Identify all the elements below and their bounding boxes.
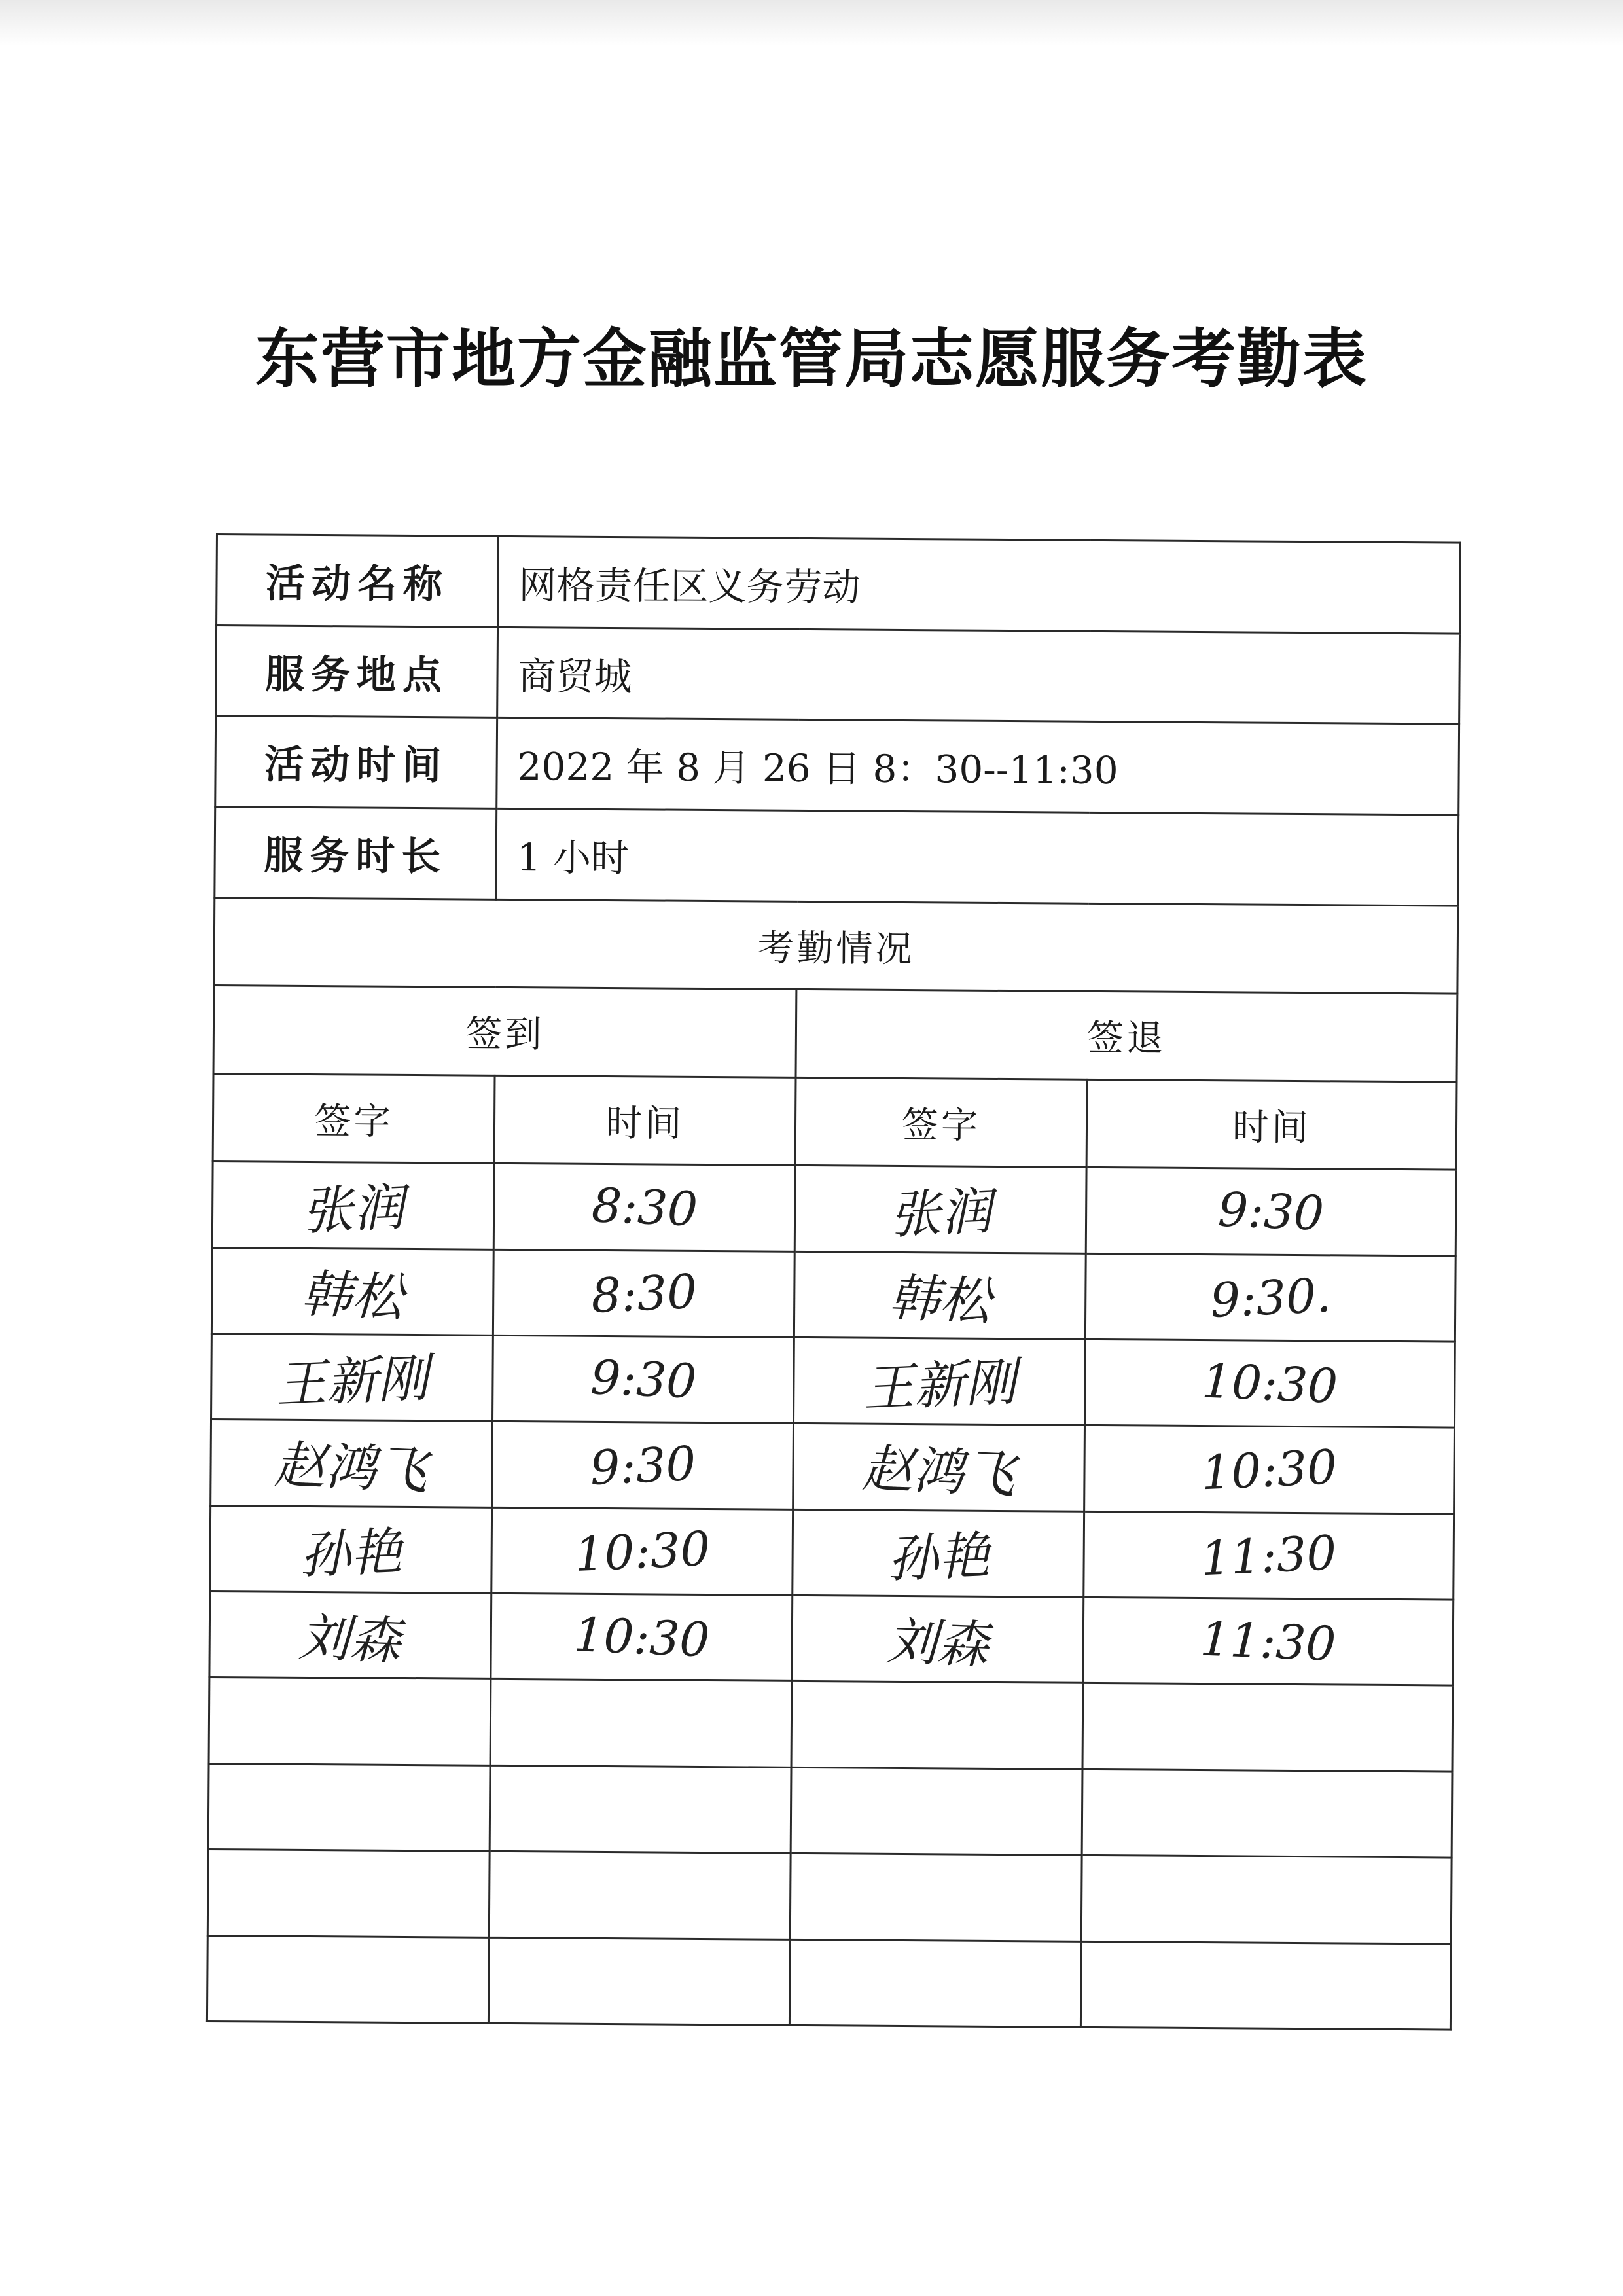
- out-time: 11:30: [1199, 1611, 1338, 1672]
- table-row-empty: [207, 1935, 1451, 2030]
- sign-in-header: 签到: [213, 986, 796, 1077]
- empty-cell: [209, 1677, 491, 1765]
- table-row-empty: [207, 1850, 1452, 1944]
- sign-header-row: [213, 986, 1457, 1082]
- out-time-header: 时间: [1086, 1079, 1457, 1170]
- empty-cell: [1082, 1683, 1453, 1772]
- empty-cell: [789, 1939, 1081, 2027]
- info-row-duration: [215, 807, 1459, 906]
- empty-cell: [489, 1852, 791, 1939]
- table-row: [210, 1505, 1454, 1600]
- out-time: 10:30: [1201, 1353, 1339, 1414]
- out-time: 9:30: [1217, 1181, 1325, 1242]
- out-time: 11:30: [1200, 1524, 1338, 1587]
- in-time: 9:30: [589, 1350, 698, 1409]
- page-title: 东营市地方金融监管局志愿服务考勤表: [255, 322, 1368, 397]
- time-label: 活动时间: [215, 716, 497, 809]
- sign-out-header: 签退: [796, 990, 1457, 1082]
- location-label: 服务地点: [216, 625, 498, 718]
- duration-label: 服务时长: [215, 807, 497, 900]
- in-signature: 王新刚: [274, 1349, 431, 1415]
- activity-name-label: 活动名称: [217, 535, 499, 628]
- info-row-activity-name: [217, 535, 1461, 634]
- column-header-row: [213, 1073, 1457, 1170]
- empty-cell: [490, 1765, 791, 1853]
- empty-cell: [488, 1937, 790, 2026]
- table-row: [211, 1247, 1455, 1342]
- out-signature: 孙艳: [886, 1526, 991, 1590]
- time-value: 2022 年 8 月 26 日 8：30--11:30: [497, 718, 1459, 815]
- in-time: 10:30: [573, 1520, 711, 1582]
- table-row-empty: [208, 1763, 1452, 1857]
- out-signature: 王新刚: [861, 1353, 1018, 1419]
- activity-name-value: 网格责任区义务劳动: [498, 536, 1461, 633]
- section-title-row: [214, 897, 1458, 994]
- empty-cell: [790, 1854, 1082, 1941]
- info-row-time: [215, 716, 1459, 815]
- table-row-empty: [209, 1677, 1453, 1772]
- empty-cell: [791, 1767, 1082, 1855]
- empty-cell: [1080, 1941, 1451, 2030]
- duration-value: 1 小时: [496, 808, 1459, 905]
- in-signature: 赵鸿飞: [274, 1435, 429, 1501]
- table-row: [211, 1420, 1455, 1514]
- out-time: 10:30: [1200, 1439, 1339, 1500]
- out-signature-header: 签字: [795, 1077, 1087, 1167]
- out-time: 9:30.: [1209, 1267, 1332, 1328]
- in-signature: 韩松: [300, 1265, 405, 1328]
- in-time: 9:30: [588, 1435, 697, 1496]
- in-time-header: 时间: [494, 1075, 796, 1166]
- table-row: [209, 1592, 1454, 1686]
- in-time: 8:30: [590, 1177, 699, 1238]
- table-row: [211, 1334, 1455, 1428]
- attendance-table: [206, 533, 1461, 2031]
- out-signature: 刘森: [885, 1612, 990, 1676]
- out-signature: 张润: [888, 1182, 993, 1246]
- out-signature: 赵鸿飞: [861, 1439, 1017, 1505]
- in-signature-header: 签字: [213, 1073, 495, 1163]
- out-signature: 韩松: [887, 1268, 992, 1332]
- in-time: 8:30: [590, 1263, 698, 1323]
- empty-cell: [207, 1935, 489, 2023]
- empty-cell: [207, 1850, 490, 1937]
- attendance-section-title: 考勤情况: [214, 897, 1458, 994]
- empty-cell: [208, 1763, 490, 1851]
- empty-cell: [490, 1679, 792, 1767]
- in-signature: 张润: [301, 1178, 406, 1242]
- in-signature: 孙艳: [298, 1522, 404, 1586]
- scan-edge: [0, 0, 1623, 46]
- in-time: 10:30: [572, 1607, 711, 1668]
- empty-cell: [791, 1681, 1083, 1769]
- in-signature: 刘森: [298, 1608, 402, 1672]
- empty-cell: [1081, 1856, 1452, 1944]
- info-row-location: [216, 625, 1460, 724]
- table-row: [212, 1162, 1456, 1256]
- attendance-form: [206, 533, 1459, 2031]
- location-value: 商贸城: [497, 627, 1460, 724]
- empty-cell: [1082, 1769, 1452, 1857]
